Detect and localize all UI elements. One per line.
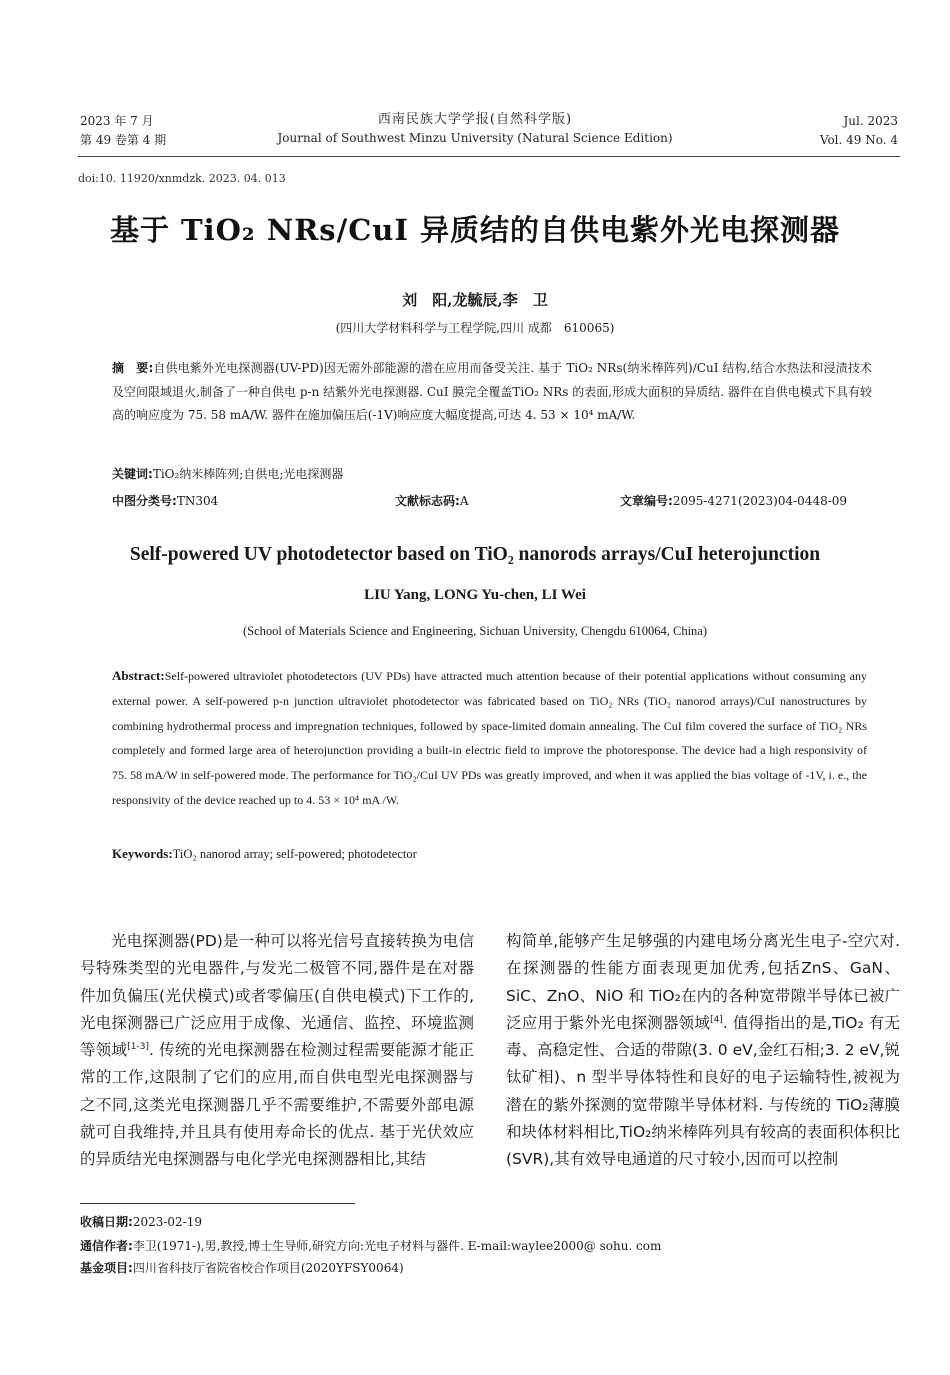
article-number <box>620 492 847 509</box>
journal-title-cn: 西南民族大学学报(自然科学版) <box>377 112 573 127</box>
header-date-cn: 2023 年 7 月 <box>80 114 154 128</box>
body-paragraph <box>80 928 474 1174</box>
body-column-left <box>80 928 474 1174</box>
keywords-en-label: Keywords: <box>112 846 173 861</box>
article-number-label: 文章编号: <box>620 494 673 508</box>
footnote-funding <box>80 1258 404 1278</box>
keywords-cn <box>112 465 343 482</box>
abstract-cn-label: 摘 要: <box>112 361 154 375</box>
received-label: 收稿日期: <box>80 1215 133 1229</box>
classification <box>112 492 218 509</box>
body-paragraph <box>506 928 900 1174</box>
corresponding-value: 李卫(1971-),男,教授,博士生导师,研究方向:光电子材料与器件. E-mail:waylee2000@ sohu. com <box>132 1239 662 1253</box>
footnote-rule <box>80 1203 355 1204</box>
doi[interactable]: doi:10. 11920/xnmdzk. 2023. 04. 013 <box>78 172 286 185</box>
footnote-corresponding-author <box>80 1236 661 1256</box>
abstract-en-label: Abstract: <box>112 668 165 683</box>
authors-en: LIU Yang, LONG Yu-chen, LI Wei <box>364 587 586 603</box>
abstract-cn <box>112 357 872 428</box>
paper-title-cn: 基于 TiO₂ NRs/CuI 异质结的自供电紫外光电探测器 <box>109 213 841 247</box>
header-volume-cn: 第 49 卷第 4 期 <box>80 133 167 147</box>
authors-cn: 刘 阳,龙毓辰,李 卫 <box>402 291 548 309</box>
abstract-cn-text: 自供电紫外光电探测器(UV-PD)因无需外部能源的潜在应用而备受关注. 基于 TiO₂ NRs(纳米棒阵列)/CuI 结构,结合水热法和浸渍技术及空间限域退火,制备了一种自供电 p-n 结紫外光电探测器. CuI 膜完全覆盖TiO₂ NRs 的表面,形成大面积的异质结. 器件在自供电模式下具有较高的响应度为 75. 58 mA/W. 器件在施加偏压后(-1V)响应度大幅度提高,可达 4. 53 × 10⁴ mA/W. <box>112 361 872 422</box>
body-left-text-a: 光电探测器(PD)是一种可以将光信号直接转换为电信号特殊类型的光电器件,与发光二极管不同,器件是在对器件加负偏压(光伏模式)或者零偏压(自供电模式)下工作的,光电探测器已广泛应用于成像、光通信、监控、环境监测等领域 <box>80 932 474 1060</box>
citation-ref[interactable]: [4] <box>710 1014 723 1025</box>
journal-title-en: Journal of Southwest Minzu University (Natural Science Edition) <box>277 131 673 145</box>
keywords-cn-text: TiO₂纳米棒阵列;自供电;光电探测器 <box>152 467 344 481</box>
header-date-en: Jul. 2023 <box>843 114 898 128</box>
keywords-en-text: TiO₂ nanorod array; self-powered; photodetector <box>172 847 417 861</box>
classification-label: 中图分类号: <box>112 494 177 508</box>
body-column-right <box>506 928 900 1174</box>
body-right-text-b: . 值得指出的是,TiO₂ 有无毒、高稳定性、合适的带隙(3. 0 eV,金红石相;3. 2 eV,锐钛矿相)、n 型半导体特性和良好的电子运输特性,被视为潜在的紫外探测的宽带隙半导体材料. 与传统的 TiO₂薄膜和块体材料相比,TiO₂纳米棒阵列具有较高的表面积体积比(SVR),其有效导电通道的尺寸较小,因而可以控制 <box>506 1013 900 1169</box>
affiliation-en: (School of Materials Science and Engineering, Sichuan University, Chengdu 610064, China) <box>242 624 708 638</box>
body-left-text-b: . 传统的光电探测器在检测过程需要能源才能正常的工作,这限制了它们的应用,而自供电型光电探测器与之不同,这类光电探测器几乎不需要维护,不需要外部电源就可自我维持,并且具有使用寿命长的优点. 基于光伏效应的异质结光电探测器与电化学光电探测器相比,其结 <box>80 1041 474 1169</box>
document-code-value: A <box>459 494 469 508</box>
funding-label: 基金项目: <box>80 1261 133 1275</box>
article-number-value: 2095-4271(2023)04-0448-09 <box>672 494 848 508</box>
header-center <box>0 110 950 148</box>
document-code-label: 文献标志码: <box>395 494 460 508</box>
abstract-en <box>112 664 867 813</box>
abstract-en-text: Self-powered ultraviolet photodetectors (UV PDs) have attracted much attention because of their potential applications without consuming any external power. A self-powered p-n junction ultraviolet photodetector was fabricated based on TiO₂ NRs (TiO₂ nanorod arrays)/CuI nanostructures by combining hydrothermal process and impregnation techniques, followed by space-limited domain annealing. The CuI film covered the surface of TiO₂ NRs completely and formed large area of heterojunction providing a built-in electric field to improve the photoresponse. The device had a high responsivity of 75. 58 mA/W in self-powered mode. The performance for TiO₂/CuI UV PDs was greatly improved, and when it was applied the bias voltage of -1V, i. e., the responsivity of the device reached up to 4. 53 × 10⁴ mA /W. <box>112 669 867 807</box>
footnote-received <box>80 1212 202 1232</box>
keywords-cn-label: 关键词: <box>112 467 153 481</box>
keywords-en <box>112 846 417 862</box>
header-right <box>820 112 898 150</box>
received-value: 2023-02-19 <box>132 1215 202 1229</box>
funding-value: 四川省科技厅省院省校合作项目(2020YFSY0064) <box>132 1261 404 1275</box>
corresponding-label: 通信作者: <box>80 1239 133 1253</box>
citation-ref[interactable]: [1-3] <box>127 1042 150 1053</box>
body-right-text-a: 构简单,能够产生足够强的内建电场分离光生电子-空穴对. 在探测器的性能方面表现更加优秀,包括ZnS、GaN、SiC、ZnO、NiO 和 TiO₂在内的各种宽带隙半导体已被广泛应用于紫外光电探测器领域 <box>506 932 900 1032</box>
document-code <box>395 492 468 509</box>
header-volume-en: Vol. 49 No. 4 <box>819 133 898 147</box>
paper-title-en: Self-powered UV photodetector based on TiO₂ nanorods arrays/CuI heterojunction <box>129 544 821 565</box>
affiliation-cn: (四川大学材料科学与工程学院,四川 成都 610065) <box>335 321 615 335</box>
header-rule <box>78 156 900 157</box>
classification-value: TN304 <box>176 494 219 508</box>
